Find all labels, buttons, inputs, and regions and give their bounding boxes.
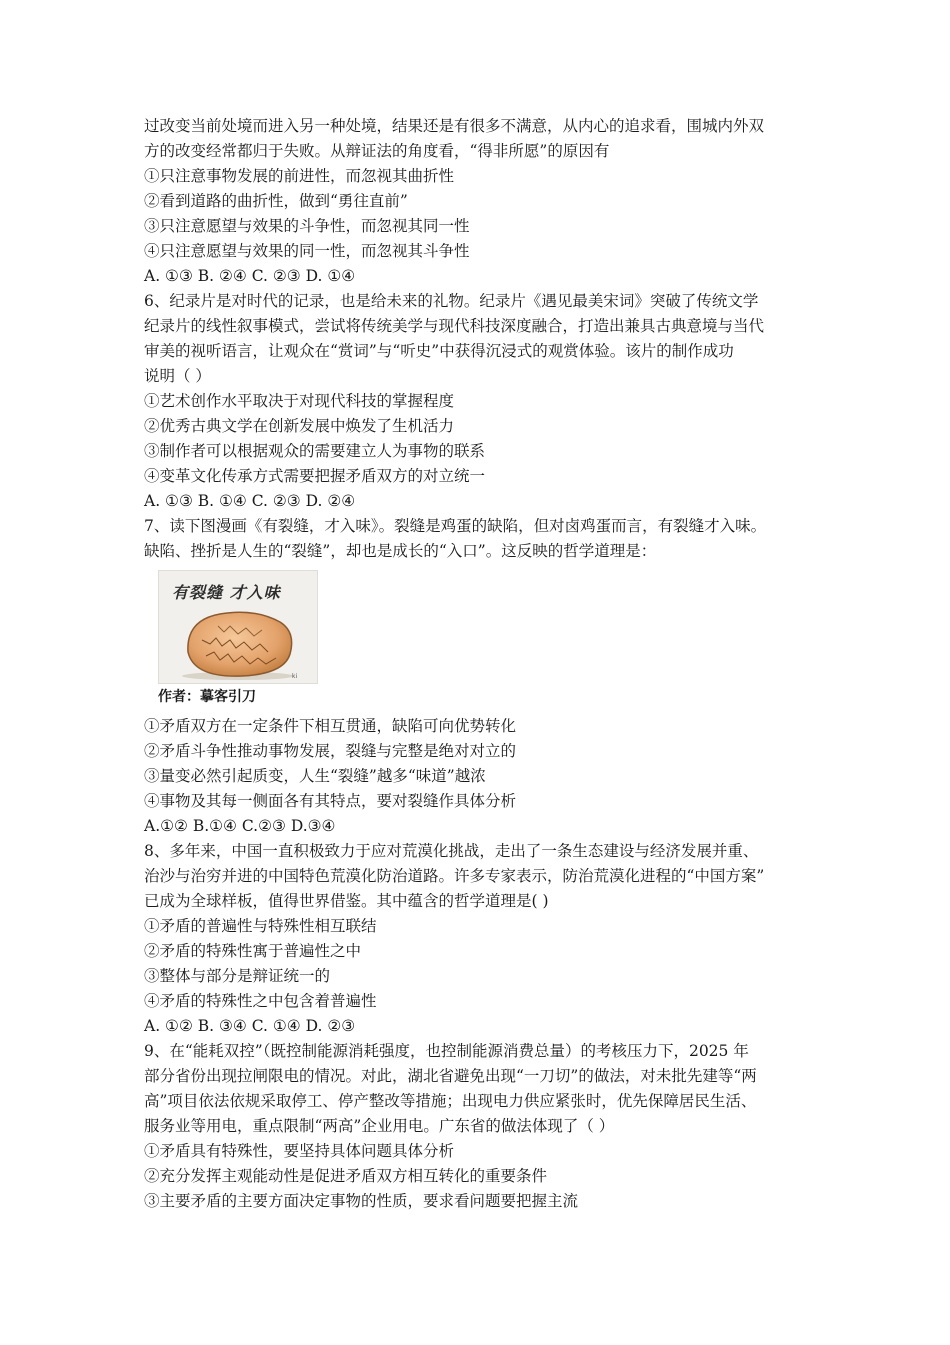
- text-line: ①艺术创作水平取决于对现代科技的掌握程度: [144, 392, 455, 410]
- text-line: 纪录片的线性叙事模式，尝试将传统美学与现代科技深度融合，打造出兼具古典意境与当代: [144, 317, 765, 335]
- text-line: ④矛盾的特殊性之中包含着普遍性: [144, 992, 377, 1010]
- text-line: 方的改变经常都归于失败。从辩证法的角度看，“得非所愿”的原因有: [144, 142, 610, 160]
- text-line: 治沙与治穷并进的中国特色荒漠化防治道路。许多专家表示，防治荒漠化进程的“中国方案”: [144, 867, 765, 885]
- text-line: ②矛盾斗争性推动事物发展，裂缝与完整是绝对对立的: [144, 742, 517, 760]
- text-line: 部分省份出现拉闸限电的情况。对此，湖北省避免出现“一刀切”的做法，对未批先建等“两: [144, 1067, 757, 1085]
- text-block-top: [144, 114, 824, 564]
- text-line: 审美的视听语言，让观众在“赏词”与“听史”中获得沉浸式的观赏体验。该片的制作成功: [144, 342, 734, 360]
- text-line: ④事物及其每一侧面各有其特点，要对裂缝作具体分析: [144, 792, 517, 810]
- text-line: ②充分发挥主观能动性是促进矛盾双方相互转化的重要条件: [144, 1167, 548, 1185]
- text-line: ③整体与部分是辩证统一的: [144, 967, 331, 985]
- text-line: 6、纪录片是对时代的记录，也是给未来的礼物。纪录片《遇见最美宋词》突破了传统文学: [144, 292, 759, 310]
- text-block-bottom: [144, 714, 824, 1214]
- text-line: ①矛盾具有特殊性，要坚持具体问题具体分析: [144, 1142, 455, 1160]
- text-line: ②看到道路的曲折性，做到“勇往直前”: [144, 192, 408, 210]
- text-line: A. ①② B. ③④ C. ①④ D. ②③: [144, 1017, 356, 1035]
- svg-text:ki: ki: [292, 673, 298, 680]
- cartoon-figure: [158, 570, 348, 710]
- text-line: ①矛盾双方在一定条件下相互贯通，缺陷可向优势转化: [144, 717, 517, 735]
- text-line: ③只注意愿望与效果的斗争性，而忽视其同一性: [144, 217, 470, 235]
- text-line: ③制作者可以根据观众的需要建立人为事物的联系: [144, 442, 486, 460]
- cartoon-caption: 作者：摹客引刀: [158, 689, 256, 705]
- text-line: ②优秀古典文学在创新发展中焕发了生机活力: [144, 417, 455, 435]
- text-line: 9、在“能耗双控”（既控制能源消耗强度，也控制能源消费总量）的考核压力下，2025 年: [144, 1042, 749, 1060]
- text-line: A. ①③ B. ②④ C. ②③ D. ①④: [144, 267, 356, 285]
- text-line: ④只注意愿望与效果的同一性，而忽视其斗争性: [144, 242, 470, 260]
- text-line: ①矛盾的普遍性与特殊性相互联结: [144, 917, 377, 935]
- text-line: 8、多年来，中国一直积极致力于应对荒漠化挑战，走出了一条生态建设与经济发展并重、: [144, 842, 759, 860]
- text-line: 已成为全球样板，值得世界借鉴。其中蕴含的哲学道理是( ): [144, 892, 549, 910]
- text-line: A. ①③ B. ①④ C. ②③ D. ②④: [144, 492, 356, 510]
- text-line: 过改变当前处境而进入另一种处境，结果还是有很多不满意，从内心的追求看，围城内外双: [144, 117, 765, 135]
- text-line: ②矛盾的特殊性寓于普遍性之中: [144, 942, 362, 960]
- text-line: A.①② B.①④ C.②③ D.③④: [144, 817, 336, 835]
- text-line: 缺陷、挫折是人生的“裂缝”，却也是成长的“入口”。这反映的哲学道理是：: [144, 542, 657, 560]
- text-line: 服务业等用电，重点限制“两高”企业用电。广东省的做法体现了（ ）: [144, 1117, 615, 1135]
- cartoon-title: 有裂缝 才入味: [172, 583, 281, 602]
- text-line: 7、读下图漫画《有裂缝，才入味》。裂缝是鸡蛋的缺陷，但对卤鸡蛋而言，有裂缝才入味。: [144, 517, 767, 535]
- text-line: ①只注意事物发展的前进性，而忽视其曲折性: [144, 167, 455, 185]
- text-line: ③主要矛盾的主要方面决定事物的性质，要求看问题要把握主流: [144, 1192, 579, 1210]
- text-line: ④变革文化传承方式需要把握矛盾双方的对立统一: [144, 467, 486, 485]
- text-line: ③量变必然引起质变，人生“裂缝”越多“味道”越浓: [144, 767, 486, 785]
- text-line: 高”项目依法依规采取停工、停产整改等措施；出现电力供应紧张时，优先保障居民生活、: [144, 1092, 757, 1110]
- document-body: [144, 114, 824, 1214]
- text-line: 说明（ ）: [144, 367, 211, 385]
